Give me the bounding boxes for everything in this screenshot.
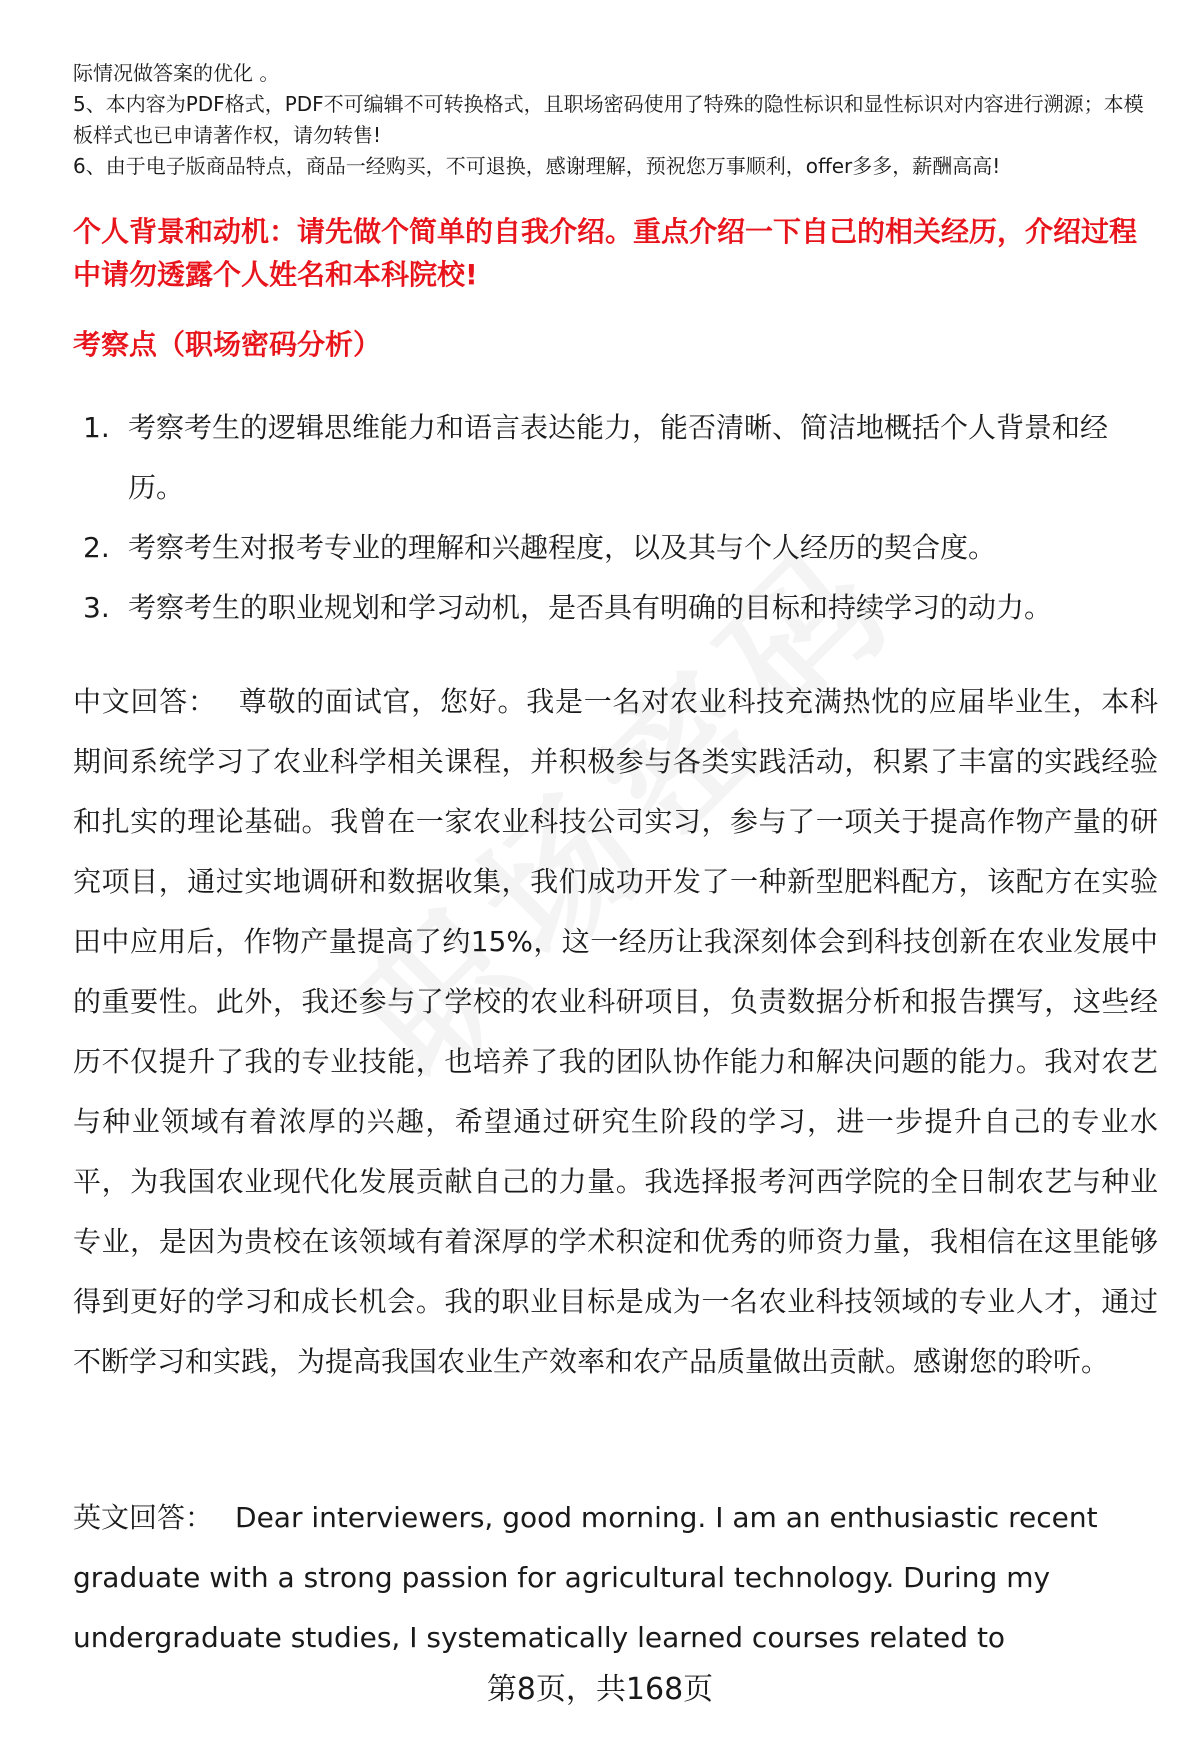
list-item-text: 考察考生对报考专业的理解和兴趣程度，以及其与个人经历的契合度。 [128, 531, 997, 564]
assessment-heading: 考察点（职场密码分析） [73, 328, 382, 361]
note-line: 5、本内容为PDF格式，PDF不可编辑不可转换格式，且职场密码使用了特殊的隐性标识和显性标识对内容进行溯源；本模板样式也已申请著作权，请勿转售! [73, 92, 1144, 147]
english-answer-text: Dear interviewers, good morning. I am an enthusiastic recent graduate with a strong passion for agricultural technology. During my undergraduate studies, I systematically learned courses related to [73, 1501, 1098, 1654]
chinese-answer-text: 尊敬的面试官，您好。我是一名对农业科技充满热忱的应届毕业生，本科期间系统学习了农业科学相关课程，并积极参与各类实践活动，积累了丰富的实践经验和扎实的理论基础。我曾在一家农业科技公司实习，参与了一项关于提高作物产量的研究项目，通过实地调研和数据收集，我们成功开发了一种新型肥料配方，该配方在实验田中应用后，作物产量提高了约15%，这一经历让我深刻体会到科技创新在农业发展中的重要性。此外，我还参与了学校的农业科研项目，负责数据分析和报告撰写，这些经历不仅提升了我的专业技能，也培养了我的团队协作能力和解决问题的能力。我对农艺与种业领域有着浓厚的兴趣，希望通过研究生阶段的学习，进一步提升自己的专业水平，为我国农业现代化发展贡献自己的力量。我选择报考河西学院的全日制农艺与种业专业，是因为贵校在该领域有着深厚的学术积淀和优秀的师资力量，我相信在这里能够得到更好的学习和成长机会。我的职业目标是成为一名农业科技领域的专业人才，通过不断学习和实践，为提高我国农业生产效率和农产品质量做出贡献。感谢您的聆听。 [73, 685, 1158, 1378]
chinese-answer [73, 672, 1158, 1392]
list-item-number: 3. [83, 591, 110, 624]
list-item-text: 考察考生的逻辑思维能力和语言表达能力，能否清晰、简洁地概括个人背景和经历。 [128, 411, 1109, 504]
list-item-text: 考察考生的职业规划和学习动机，是否具有明确的目标和持续学习的动力。 [128, 591, 1053, 624]
list-item [83, 398, 1153, 518]
question-title: 个人背景和动机：请先做个简单的自我介绍。重点介绍一下自己的相关经历，介绍过程中请勿透露个人姓名和本科院校! [73, 215, 1138, 291]
list-item [83, 578, 1153, 638]
english-answer-label: 英文回答： [73, 1501, 214, 1534]
chinese-answer-label: 中文回答： [73, 685, 217, 718]
note-line: 6、由于电子版商品特点，商品一经购买，不可退换，感谢理解，预祝您万事顺利，offer多多，薪酬高高! [73, 154, 1001, 178]
list-item-number: 2. [83, 531, 110, 564]
note-line: 际情况做答案的优化 。 [73, 61, 280, 85]
list-item [83, 518, 1153, 578]
notes-block [73, 58, 1163, 182]
english-answer [73, 1488, 1158, 1668]
page-number: 第8页，共168页 [486, 1672, 714, 1707]
list-item-number: 1. [83, 411, 110, 444]
assessment-list [83, 398, 1153, 638]
